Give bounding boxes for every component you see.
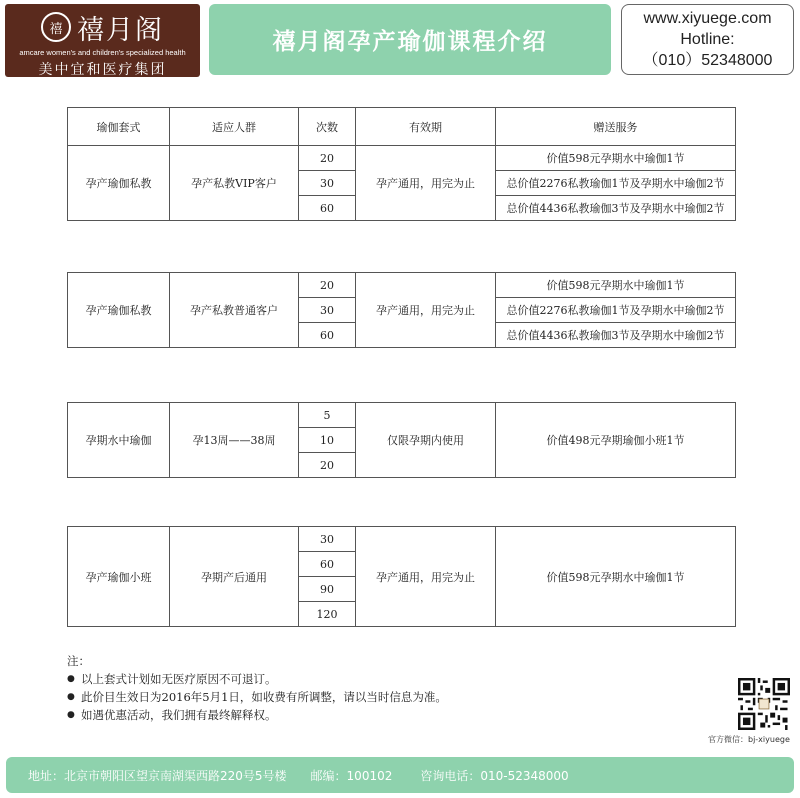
session-count: 10 <box>299 428 356 453</box>
contact-box <box>621 4 794 75</box>
gift: 价值598元孕期水中瑜伽1节 <box>496 273 736 298</box>
hotline-number: （010）52348000 <box>642 52 773 69</box>
validity: 仅限孕期内使用 <box>356 403 496 478</box>
table-header-row <box>68 108 736 146</box>
footer-bar <box>6 757 794 793</box>
qr-label: 官方微信：bj-xiyuege <box>708 735 790 744</box>
header-gift: 赠送服务 <box>496 108 736 146</box>
session-count: 60 <box>299 196 356 221</box>
page-title: 禧月阁孕产瑜伽课程介绍 <box>209 4 611 75</box>
package-name: 孕产瑜伽私教 <box>68 273 170 348</box>
audience: 孕产私教VIP客户 <box>170 146 299 221</box>
session-count: 60 <box>299 323 356 348</box>
logo-english-tagline: amcare women's and children's specialized health <box>19 48 186 57</box>
logo-mark-icon: 禧 <box>41 12 71 42</box>
package-name: 孕产瑜伽私教 <box>68 146 170 221</box>
notes-section <box>67 652 667 724</box>
session-count: 30 <box>299 527 356 552</box>
website-link[interactable]: www.xiyuege.com <box>643 10 772 27</box>
table-row <box>68 273 736 298</box>
header-sessions: 次数 <box>299 108 356 146</box>
notes-title: 注： <box>67 654 90 668</box>
gift: 价值598元孕期水中瑜伽1节 <box>496 527 736 627</box>
session-count: 120 <box>299 602 356 627</box>
note-item: ● 此价目生效日为2016年5月1日，如收费有所调整，请以当时信息为准。 <box>67 688 667 706</box>
note-item: ● 以上套式计划如无医疗原因不可退订。 <box>67 670 667 688</box>
validity: 孕产通用，用完为止 <box>356 146 496 221</box>
table-row <box>68 403 736 428</box>
audience: 孕13周——38周 <box>170 403 299 478</box>
table-row <box>68 146 736 171</box>
session-count: 20 <box>299 453 356 478</box>
course-table-regular <box>67 272 736 348</box>
footer-phone[interactable]: 咨询电话：010-52348000 <box>420 768 569 783</box>
header-package: 瑜伽套式 <box>68 108 170 146</box>
audience: 孕产私教普通客户 <box>170 273 299 348</box>
session-count: 60 <box>299 552 356 577</box>
package-name: 孕期水中瑜伽 <box>68 403 170 478</box>
brand-logo <box>5 4 200 77</box>
course-table-water <box>67 402 736 478</box>
package-name: 孕产瑜伽小班 <box>68 527 170 627</box>
logo-name: 禧月阁 <box>77 14 164 46</box>
gift: 总价值2276私教瑜伽1节及孕期水中瑜伽2节 <box>496 298 736 323</box>
session-count: 90 <box>299 577 356 602</box>
hotline-label: Hotline: <box>680 31 735 48</box>
footer-postcode: 邮编：100102 <box>310 768 393 783</box>
session-count: 20 <box>299 273 356 298</box>
header-validity: 有效期 <box>356 108 496 146</box>
validity: 孕产通用，用完为止 <box>356 273 496 348</box>
course-table-vip <box>67 107 736 221</box>
validity: 孕产通用，用完为止 <box>356 527 496 627</box>
audience: 孕期产后通用 <box>170 527 299 627</box>
gift: 总价值2276私教瑜伽1节及孕期水中瑜伽2节 <box>496 171 736 196</box>
session-count: 5 <box>299 403 356 428</box>
note-item: ● 如遇优惠活动，我们拥有最终解释权。 <box>67 706 667 724</box>
gift: 价值598元孕期水中瑜伽1节 <box>496 146 736 171</box>
session-count: 30 <box>299 171 356 196</box>
header-audience: 适应人群 <box>170 108 299 146</box>
session-count: 20 <box>299 146 356 171</box>
footer-address: 地址：北京市朝阳区望京南湖渠西路220号5号楼 <box>28 768 287 783</box>
gift: 价值498元孕期瑜伽小班1节 <box>496 403 736 478</box>
gift: 总价值4436私教瑜伽3节及孕期水中瑜伽2节 <box>496 196 736 221</box>
table-row <box>68 527 736 552</box>
course-table-small-class <box>67 526 736 627</box>
qr-code-icon[interactable] <box>738 678 790 730</box>
gift: 总价值4436私教瑜伽3节及孕期水中瑜伽2节 <box>496 323 736 348</box>
logo-group-name: 美中宜和医疗集团 <box>38 62 167 78</box>
session-count: 30 <box>299 298 356 323</box>
